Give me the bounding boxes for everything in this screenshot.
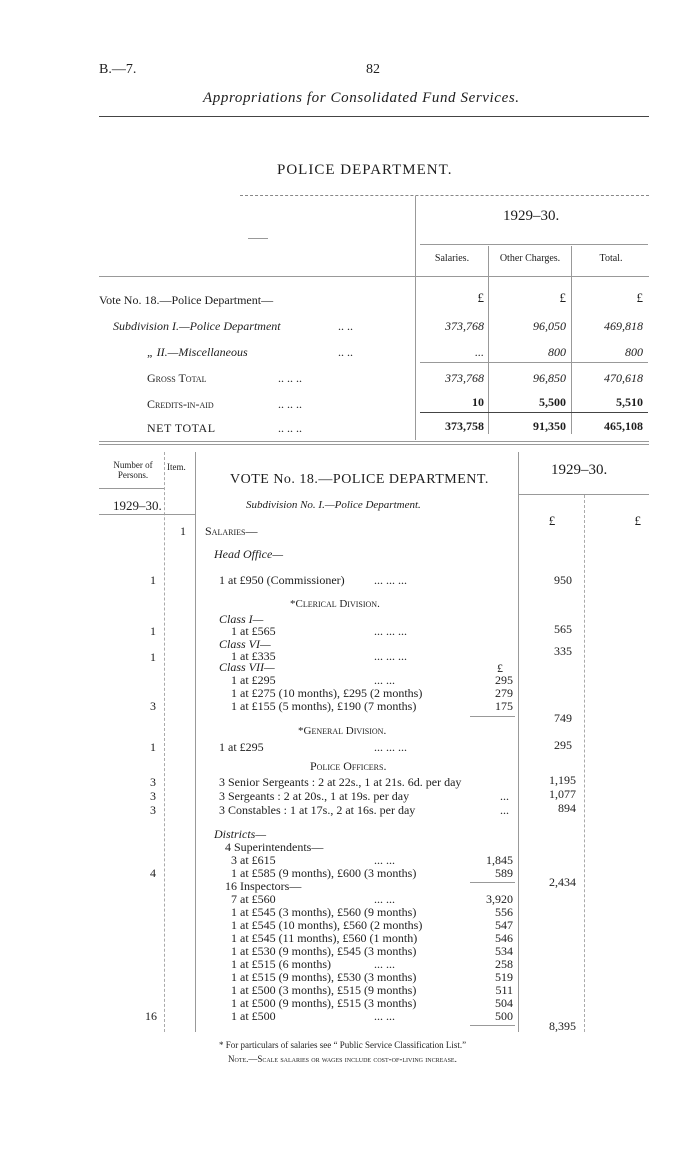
summary-row-label: „ II.—Miscellaneous: [147, 345, 248, 359]
line-dots: ... ... ...: [374, 624, 407, 638]
line-text: 1 at £565: [231, 624, 276, 638]
summary-row-label: Credits-in-aid: [147, 397, 214, 411]
line-subamount: 589: [495, 866, 513, 880]
line-text: 1 at £515 (6 months): [231, 957, 331, 971]
class-label: Class VII—: [219, 660, 275, 674]
line-dots: ... ... ...: [374, 573, 407, 587]
persons-count: 3: [150, 699, 156, 713]
line-dots: ... ... ...: [374, 649, 407, 663]
line-text: 1 at £545 (10 months), £560 (2 months): [231, 918, 423, 932]
sub-currency: £: [497, 661, 503, 675]
line-amount: 335: [554, 644, 572, 658]
line-dots: ... ...: [374, 853, 395, 867]
line-amount: 950: [554, 573, 572, 587]
col-number-of-persons: Number of Persons.: [113, 460, 153, 480]
subtotal-amount: 2,434: [549, 875, 576, 889]
line-text: 1 at £155 (5 months), £190 (7 months): [231, 699, 417, 713]
line-amount: 1,195: [549, 773, 576, 787]
line-dots: ... ...: [374, 892, 395, 906]
line-text: 1 at £500 (3 months), £515 (9 months): [231, 983, 417, 997]
persons-count: 1: [150, 650, 156, 664]
header-rule: [99, 116, 649, 117]
line-subamount: 3,920: [486, 892, 513, 906]
persons-count: 3: [150, 803, 156, 817]
line-subamount: 534: [495, 944, 513, 958]
line-subamount: 511: [495, 983, 513, 997]
line-text: 1 at £530 (9 months), £545 (3 months): [231, 944, 417, 958]
summary-value: 91,350: [533, 419, 566, 433]
line-dots: ... ...: [374, 1009, 395, 1023]
persons-count: 4: [150, 866, 156, 880]
page-number: 82: [366, 62, 380, 77]
line-text: 1 at £295: [219, 740, 264, 754]
department-title: POLICE DEPARTMENT.: [277, 162, 453, 178]
persons-count: 1: [150, 624, 156, 638]
line-text: 1 at £545 (3 months), £560 (9 months): [231, 905, 417, 919]
head-office-heading: Head Office—: [214, 547, 283, 561]
col-item: Item.: [167, 462, 186, 472]
line-subamount: 547: [495, 918, 513, 932]
line-subamount: 1,845: [486, 853, 513, 867]
line-subamount: 519: [495, 970, 513, 984]
inspectors-heading: 16 Inspectors—: [225, 879, 302, 893]
summary-value: 96,050: [533, 319, 566, 333]
col-other-charges: Other Charges.: [499, 253, 561, 264]
line-text: 1 at £275 (10 months), £295 (2 months): [231, 686, 423, 700]
cur-col-1: £: [548, 513, 556, 528]
line-dots: ...: [500, 803, 509, 817]
summary-row-label: Gross Total: [147, 371, 207, 385]
summary-value: 465,108: [604, 419, 643, 433]
summary-value: 373,758: [445, 419, 484, 433]
line-dots: ... ...: [374, 673, 395, 687]
line-amount: 894: [558, 801, 576, 815]
summary-value: 469,818: [604, 319, 643, 333]
line-text: 3 Senior Sergeants : 2 at 22s., 1 at 21s. 6d. per day: [219, 775, 462, 789]
summary-value: 800: [548, 345, 566, 359]
cur-total: £: [636, 290, 643, 305]
line-dots: ... ...: [374, 957, 395, 971]
salaries-heading: Salaries—: [205, 524, 258, 538]
cur-other: £: [559, 290, 566, 305]
class-label: Class VI—: [219, 637, 271, 651]
summary-row-dots: .. .. ..: [278, 397, 302, 411]
line-subamount: 556: [495, 905, 513, 919]
footnote-note: Note.—Scale salaries or wages include cost-of-living increase.: [228, 1054, 457, 1064]
line-subamount: 279: [495, 686, 513, 700]
col-total: Total.: [599, 253, 623, 264]
line-text: 3 Constables : 1 at 17s., 2 at 16s. per day: [219, 803, 416, 817]
line-subamount: 295: [495, 673, 513, 687]
line-subamount: 175: [495, 699, 513, 713]
persons-count: 3: [150, 775, 156, 789]
class-label: Class I—: [219, 612, 264, 626]
clerical-heading: *Clerical Division.: [290, 598, 380, 610]
line-text: 1 at £500 (9 months), £515 (3 months): [231, 996, 417, 1010]
line-text: 1 at £545 (11 months), £560 (1 month): [231, 931, 418, 945]
line-subamount: 546: [495, 931, 513, 945]
persons-count: 1: [150, 573, 156, 587]
summary-value: 470,618: [604, 371, 643, 385]
line-amount: 1,077: [549, 787, 576, 801]
page-code: B.—7.: [99, 62, 137, 77]
line-text: 1 at £500: [231, 1009, 276, 1023]
line-subamount: 258: [495, 957, 513, 971]
item-number: 1: [180, 524, 186, 538]
subdivision-title: Subdivision No. I.—Police Department.: [246, 499, 421, 511]
summary-row-dots: .. .. ..: [278, 371, 302, 385]
summary-value: 800: [625, 345, 643, 359]
persons-count: 1: [150, 740, 156, 754]
superintendents-heading: 4 Superintendents—: [225, 840, 324, 854]
line-amount: 295: [554, 738, 572, 752]
cur-salaries: £: [477, 290, 484, 305]
footnote-classification: * For particulars of salaries see “ Public Service Classification List.”: [219, 1040, 467, 1050]
districts-heading: Districts—: [214, 827, 267, 841]
cur-col-2: £: [634, 513, 641, 528]
line-text: 1 at £295: [231, 673, 276, 687]
line-dots: ... ... ...: [374, 740, 407, 754]
line-subamount: 504: [495, 996, 513, 1010]
summary-value: 10: [472, 395, 484, 409]
summary-value: 96,850: [533, 371, 566, 385]
line-text: 3 at £615: [231, 853, 276, 867]
summary-year: 1929–30.: [503, 208, 560, 224]
summary-row-vote: Vote No. 18.—Police Department—: [99, 293, 274, 307]
vote-title: VOTE No. 18.—POLICE DEPARTMENT.: [230, 472, 489, 487]
detail-year: 1929–30.: [551, 462, 608, 478]
summary-value: ...: [475, 345, 484, 359]
persons-count: 16: [145, 1009, 157, 1023]
line-text: 1 at £515 (9 months), £530 (3 months): [231, 970, 417, 984]
line-dots: ...: [500, 789, 509, 803]
summary-row-label: NET TOTAL: [147, 421, 216, 435]
line-text: 1 at £335: [231, 649, 276, 663]
line-text: 3 Sergeants : 2 at 20s., 1 at 19s. per day: [219, 789, 410, 803]
col-salaries: Salaries.: [434, 253, 470, 264]
summary-row-dots: .. ..: [338, 345, 353, 359]
line-text: 1 at £585 (9 months), £600 (3 months): [231, 866, 417, 880]
summary-row-label: Subdivision I.—Police Department: [113, 319, 281, 333]
summary-row-dots: .. ..: [338, 319, 353, 333]
summary-value: 373,768: [445, 371, 484, 385]
line-text: 1 at £950 (Commissioner): [219, 573, 345, 587]
summary-value: 373,768: [445, 319, 484, 333]
summary-row-dots: .. .. ..: [278, 421, 302, 435]
general-heading: *General Division.: [298, 725, 387, 737]
line-subamount: 500: [495, 1009, 513, 1023]
persons-year: 1929–30.: [113, 498, 162, 513]
line-text: 7 at £560: [231, 892, 276, 906]
subtotal-amount: 8,395: [549, 1019, 576, 1033]
page-title: Appropriations for Consolidated Fund Services.: [203, 90, 520, 106]
line-amount: 565: [554, 622, 572, 636]
subtotal-amount: 749: [554, 711, 572, 725]
officers-heading: Police Officers.: [310, 759, 387, 773]
persons-count: 3: [150, 789, 156, 803]
summary-value: 5,500: [539, 395, 566, 409]
summary-value: 5,510: [616, 395, 643, 409]
